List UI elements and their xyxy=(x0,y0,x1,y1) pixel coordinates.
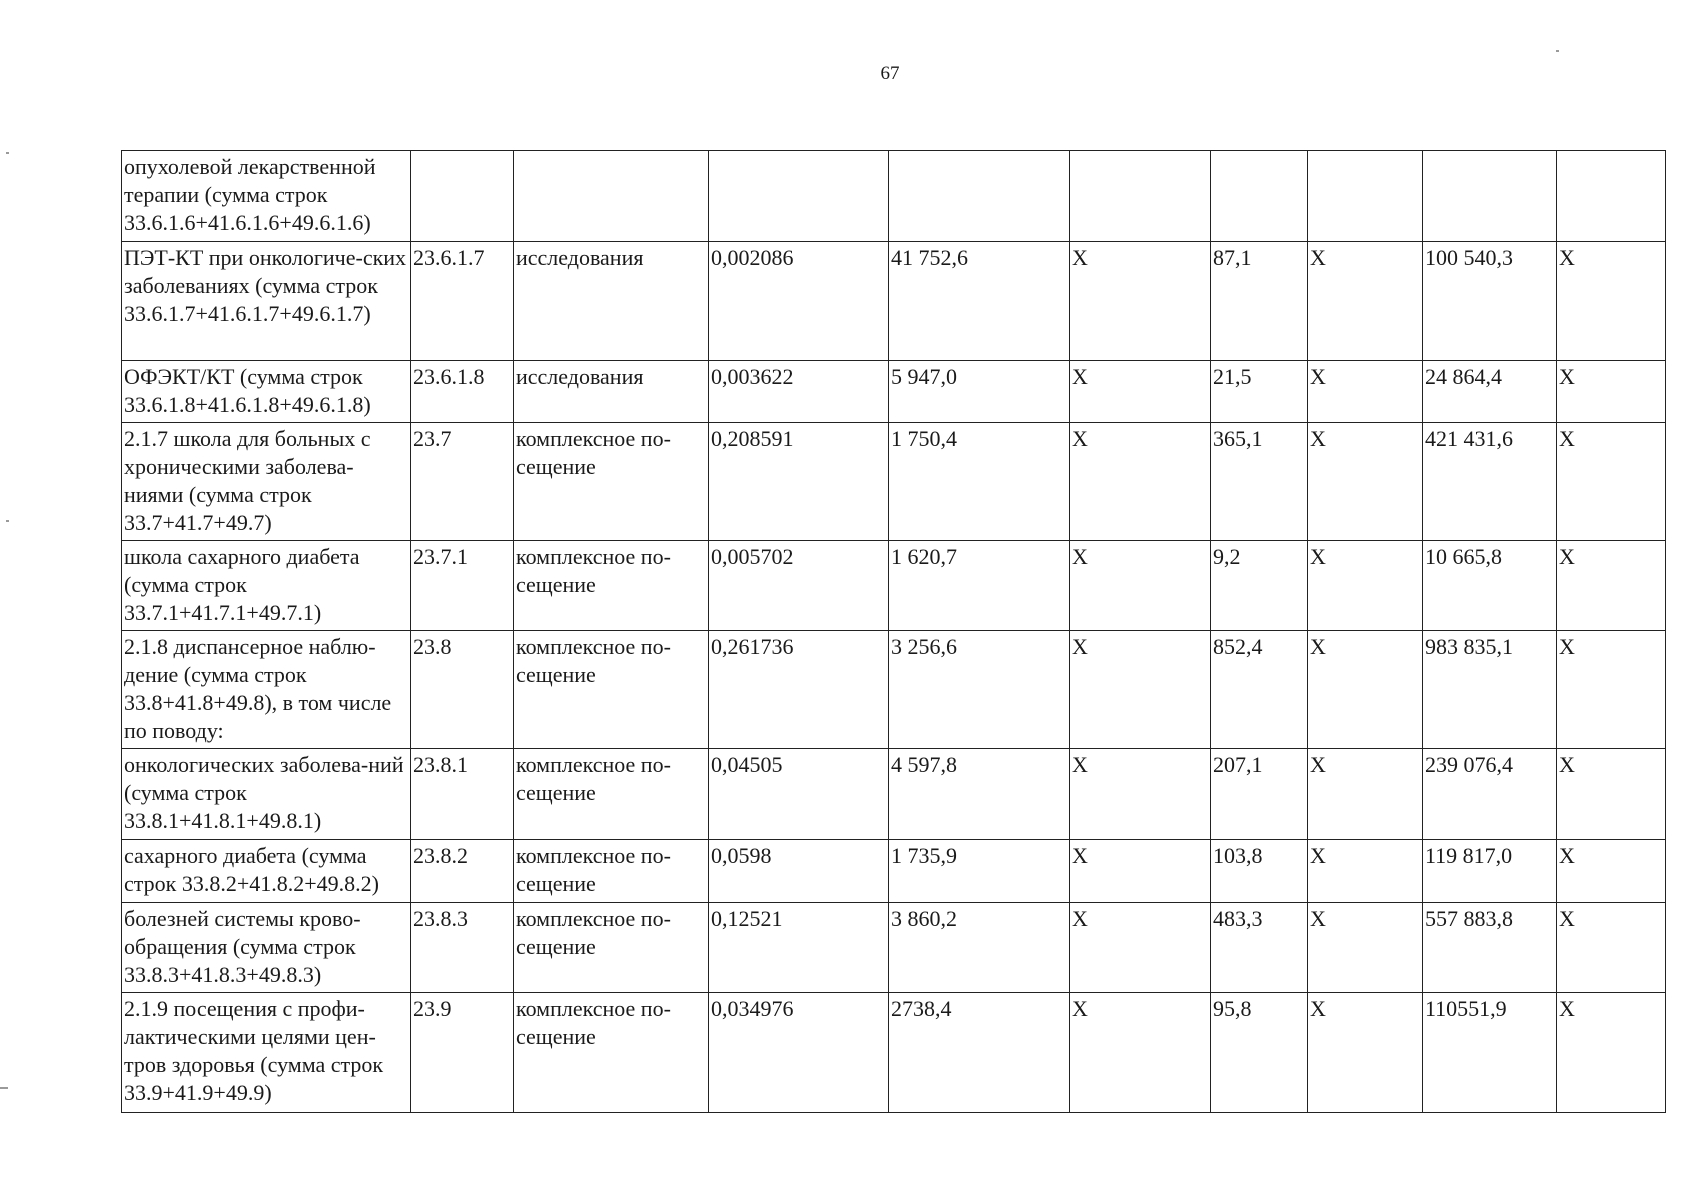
per-capita-cell: 87,1 xyxy=(1211,242,1308,361)
data-table xyxy=(121,150,1666,1113)
per-capita-cell: 852,4 xyxy=(1211,631,1308,749)
total-cost-cell: 557 883,8 xyxy=(1423,903,1557,993)
volume-norm-cell xyxy=(709,151,889,242)
volume-norm-cell: 0,003622 xyxy=(709,361,889,423)
indicator-name-cell: онкологических заболева-ний (сумма строк 33.8.1+41.8.1+49.8.1) xyxy=(122,749,411,840)
row-code-cell: 23.8.2 xyxy=(411,840,514,903)
x-marker-cell: X xyxy=(1308,423,1423,541)
scan-speck xyxy=(0,1087,8,1089)
row-code-cell: 23.8 xyxy=(411,631,514,749)
cost-norm-cell: 5 947,0 xyxy=(889,361,1070,423)
x-marker-cell: X xyxy=(1308,749,1423,840)
volume-norm-cell: 0,208591 xyxy=(709,423,889,541)
x-marker-cell: X xyxy=(1557,242,1666,361)
page-number: 67 xyxy=(880,63,900,84)
cost-norm-cell: 1 620,7 xyxy=(889,541,1070,631)
indicator-name-cell: 2.1.8 диспансерное наблю-дение (сумма строк 33.8+41.8+49.8), в том числе по поводу: xyxy=(122,631,411,749)
cost-norm-cell: 4 597,8 xyxy=(889,749,1070,840)
row-code-cell: 23.7 xyxy=(411,423,514,541)
x-marker-cell: X xyxy=(1070,423,1211,541)
per-capita-cell: 483,3 xyxy=(1211,903,1308,993)
unit-cell: исследования xyxy=(514,242,709,361)
unit-cell: комплексное по-сещение xyxy=(514,541,709,631)
row-code-cell: 23.6.1.8 xyxy=(411,361,514,423)
cost-norm-cell xyxy=(889,151,1070,242)
table-row xyxy=(122,423,1666,541)
x-marker-cell xyxy=(1557,151,1666,242)
scan-speck xyxy=(1556,50,1559,52)
cost-norm-cell: 3 256,6 xyxy=(889,631,1070,749)
indicator-name-cell: 2.1.9 посещения с профи-лактическими целями цен-тров здоровья (сумма строк 33.9+41.9+49.9) xyxy=(122,993,411,1113)
table-row xyxy=(122,749,1666,840)
indicator-name-cell: болезней системы крово-обращения (сумма строк 33.8.3+41.8.3+49.8.3) xyxy=(122,903,411,993)
total-cost-cell: 421 431,6 xyxy=(1423,423,1557,541)
per-capita-cell: 21,5 xyxy=(1211,361,1308,423)
volume-norm-cell: 0,04505 xyxy=(709,749,889,840)
x-marker-cell: X xyxy=(1557,423,1666,541)
x-marker-cell: X xyxy=(1070,749,1211,840)
volume-norm-cell: 0,0598 xyxy=(709,840,889,903)
x-marker-cell: X xyxy=(1070,242,1211,361)
volume-norm-cell: 0,002086 xyxy=(709,242,889,361)
unit-cell: комплексное по-сещение xyxy=(514,423,709,541)
volume-norm-cell: 0,12521 xyxy=(709,903,889,993)
indicator-name-cell: сахарного диабета (сумма строк 33.8.2+41.8.2+49.8.2) xyxy=(122,840,411,903)
total-cost-cell: 119 817,0 xyxy=(1423,840,1557,903)
x-marker-cell: X xyxy=(1070,541,1211,631)
x-marker-cell: X xyxy=(1308,242,1423,361)
unit-cell xyxy=(514,151,709,242)
cost-norm-cell: 2738,4 xyxy=(889,993,1070,1113)
row-code-cell: 23.7.1 xyxy=(411,541,514,631)
x-marker-cell: X xyxy=(1557,903,1666,993)
x-marker-cell: X xyxy=(1557,541,1666,631)
x-marker-cell: X xyxy=(1308,840,1423,903)
volume-norm-cell: 0,261736 xyxy=(709,631,889,749)
x-marker-cell: X xyxy=(1070,631,1211,749)
cost-norm-cell: 41 752,6 xyxy=(889,242,1070,361)
table-row xyxy=(122,151,1666,242)
volume-norm-cell: 0,034976 xyxy=(709,993,889,1113)
per-capita-cell: 365,1 xyxy=(1211,423,1308,541)
total-cost-cell: 239 076,4 xyxy=(1423,749,1557,840)
x-marker-cell: X xyxy=(1557,840,1666,903)
indicator-name-cell: школа сахарного диабета (сумма строк 33.7.1+41.7.1+49.7.1) xyxy=(122,541,411,631)
unit-cell: комплексное по-сещение xyxy=(514,903,709,993)
volume-norm-cell: 0,005702 xyxy=(709,541,889,631)
row-code-cell: 23.9 xyxy=(411,993,514,1113)
total-cost-cell: 24 864,4 xyxy=(1423,361,1557,423)
x-marker-cell: X xyxy=(1557,631,1666,749)
x-marker-cell xyxy=(1070,151,1211,242)
per-capita-cell: 103,8 xyxy=(1211,840,1308,903)
row-code-cell: 23.8.1 xyxy=(411,749,514,840)
x-marker-cell: X xyxy=(1070,993,1211,1113)
row-code-cell xyxy=(411,151,514,242)
x-marker-cell: X xyxy=(1308,903,1423,993)
indicator-name-cell: ОФЭКТ/КТ (сумма строк 33.6.1.8+41.6.1.8+49.6.1.8) xyxy=(122,361,411,423)
row-code-cell: 23.8.3 xyxy=(411,903,514,993)
per-capita-cell: 95,8 xyxy=(1211,993,1308,1113)
unit-cell: комплексное по-сещение xyxy=(514,993,709,1113)
cost-norm-cell: 3 860,2 xyxy=(889,903,1070,993)
table-row xyxy=(122,840,1666,903)
scan-speck xyxy=(6,152,9,154)
table-row xyxy=(122,993,1666,1113)
x-marker-cell: X xyxy=(1070,903,1211,993)
x-marker-cell: X xyxy=(1308,993,1423,1113)
x-marker-cell: X xyxy=(1308,541,1423,631)
x-marker-cell: X xyxy=(1308,361,1423,423)
row-code-cell: 23.6.1.7 xyxy=(411,242,514,361)
scan-speck xyxy=(6,520,9,522)
unit-cell: комплексное по-сещение xyxy=(514,631,709,749)
total-cost-cell: 100 540,3 xyxy=(1423,242,1557,361)
per-capita-cell: 9,2 xyxy=(1211,541,1308,631)
per-capita-cell xyxy=(1211,151,1308,242)
x-marker-cell xyxy=(1308,151,1423,242)
unit-cell: комплексное по-сещение xyxy=(514,840,709,903)
table-row xyxy=(122,242,1666,361)
unit-cell: комплексное по-сещение xyxy=(514,749,709,840)
cost-norm-cell: 1 735,9 xyxy=(889,840,1070,903)
x-marker-cell: X xyxy=(1557,749,1666,840)
indicator-name-cell: ПЭТ-КТ при онкологиче-ских заболеваниях (сумма строк 33.6.1.7+41.6.1.7+49.6.1.7) xyxy=(122,242,411,361)
total-cost-cell: 10 665,8 xyxy=(1423,541,1557,631)
table-row xyxy=(122,903,1666,993)
table-row xyxy=(122,541,1666,631)
x-marker-cell: X xyxy=(1557,993,1666,1113)
x-marker-cell: X xyxy=(1557,361,1666,423)
per-capita-cell: 207,1 xyxy=(1211,749,1308,840)
x-marker-cell: X xyxy=(1070,840,1211,903)
table-row xyxy=(122,361,1666,423)
table-body xyxy=(122,151,1666,1113)
total-cost-cell: 983 835,1 xyxy=(1423,631,1557,749)
unit-cell: исследования xyxy=(514,361,709,423)
cost-norm-cell: 1 750,4 xyxy=(889,423,1070,541)
x-marker-cell: X xyxy=(1070,361,1211,423)
x-marker-cell: X xyxy=(1308,631,1423,749)
total-cost-cell: 110551,9 xyxy=(1423,993,1557,1113)
total-cost-cell xyxy=(1423,151,1557,242)
table-row xyxy=(122,631,1666,749)
indicator-name-cell: 2.1.7 школа для больных с хроническими заболева-ниями (сумма строк 33.7+41.7+49.7) xyxy=(122,423,411,541)
indicator-name-cell: опухолевой лекарственной терапии (сумма строк 33.6.1.6+41.6.1.6+49.6.1.6) xyxy=(122,151,411,242)
